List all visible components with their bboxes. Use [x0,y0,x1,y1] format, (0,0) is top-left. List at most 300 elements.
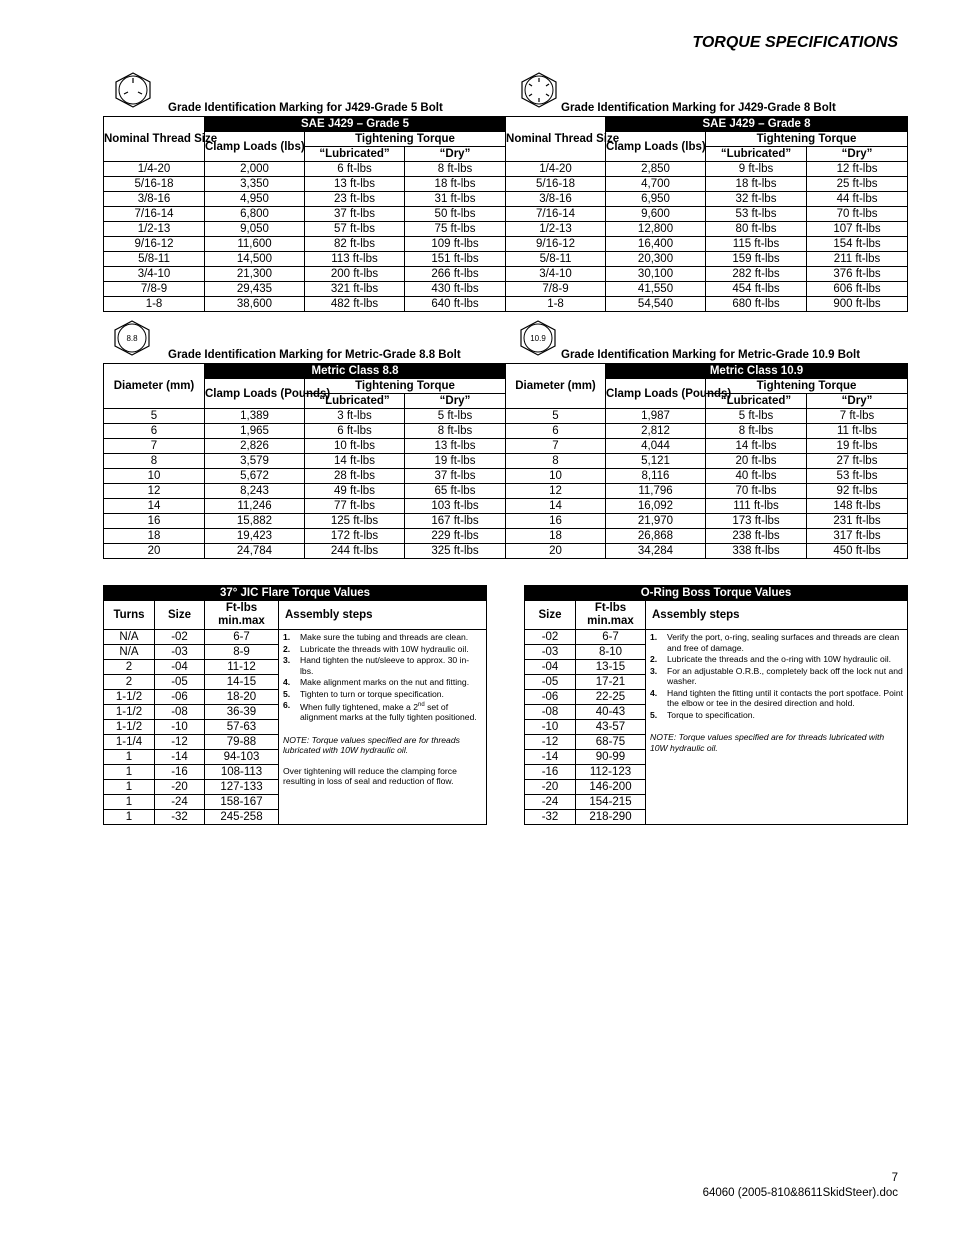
table-cell: 53 ft-lbs [807,469,908,484]
step-number: 2. [650,654,658,664]
table-cell: 5,672 [205,469,305,484]
table-cell: 6-7 [205,630,279,645]
step-text-superscript: nd [418,702,425,708]
table-cell: 14 [506,499,606,514]
table-cell: 125 ft-lbs [305,514,405,529]
table-cell: -20 [155,780,205,795]
table-cell: 3/4-10 [104,267,205,282]
table-cell: 158-167 [205,795,279,810]
table-cell: 8 ft-lbs [405,424,506,439]
step-text: Lubricate the threads and the o-ring with 10W hydraulic oil. [667,654,892,664]
table-cell: 18 [104,529,205,544]
table-cell: 112-123 [576,765,646,780]
table-cell: 231 ft-lbs [807,514,908,529]
step-number: 4. [283,677,291,687]
jic-header: 37° JIC Flare Torque Values [104,586,487,601]
table-cell: 77 ft-lbs [305,499,405,514]
table-row [104,297,908,312]
oring-boss-torque-table [524,585,908,825]
table-cell: 2,000 [205,162,305,177]
table-cell: 1-1/4 [104,735,155,750]
table-cell: 32 ft-lbs [706,192,807,207]
grade8-col-dry: “Dry” [807,147,908,162]
table-cell: 7 ft-lbs [807,409,908,424]
table-cell: 24,784 [205,544,305,559]
table-cell: 50 ft-lbs [405,207,506,222]
table-row [104,514,908,529]
table-cell: 7 [104,439,205,454]
table-cell: 14 ft-lbs [706,439,807,454]
table-row [104,439,908,454]
table-cell: 1-8 [506,297,606,312]
table-cell: 14 ft-lbs [305,454,405,469]
table-cell: 5 [104,409,205,424]
table-cell: 282 ft-lbs [706,267,807,282]
table-cell: 8 [506,454,606,469]
step-item [650,632,903,653]
table-cell: -06 [525,690,576,705]
step-item [283,655,482,676]
step-text: Torque to specification. [667,709,755,720]
table-cell: 13-15 [576,660,646,675]
step-number: 6. [283,700,291,710]
table-cell: 9,050 [205,222,305,237]
table-cell: 113 ft-lbs [305,252,405,267]
step-number: 2. [283,643,291,654]
table-cell: 159 ft-lbs [706,252,807,267]
orb-col-size: Size [525,601,576,630]
metric-table-body [104,409,908,559]
step-number: 1. [283,632,291,642]
table-cell: 321 ft-lbs [305,282,405,297]
table-cell: 11,796 [606,484,706,499]
table-cell: 8-9 [205,645,279,660]
table-cell: 44 ft-lbs [807,192,908,207]
metric-torque-table [103,363,908,559]
table-cell: 12 ft-lbs [807,162,908,177]
table-cell: 680 ft-lbs [706,297,807,312]
jic-note: NOTE: Torque values specified are for threads lubricated with 10W hydraulic oil. [283,734,460,756]
table-row [104,252,908,267]
table-cell: 151 ft-lbs [405,252,506,267]
table-cell: 218-290 [576,810,646,825]
table-cell: -16 [525,765,576,780]
table-cell: 29,435 [205,282,305,297]
grade5-bolt-marking-icon [114,72,152,108]
step-item [650,710,903,721]
step-item [650,688,903,709]
metric88-header: Metric Class 8.8 [205,364,506,379]
table-cell: 13 ft-lbs [405,439,506,454]
table-cell: 109 ft-lbs [405,237,506,252]
table-row [104,454,908,469]
table-row [104,162,908,177]
table-cell: 70 ft-lbs [807,207,908,222]
step-text: Tighten to turn or torque specification. [300,688,444,699]
step-text: Lubricate the threads with 10W hydraulic oil. [300,643,469,654]
table-row [104,424,908,439]
table-cell: 1-1/2 [104,690,155,705]
table-cell: 1-8 [104,297,205,312]
step-text: For an adjustable O.R.B., completely back off the lock nut and washer. [667,665,903,686]
metric88-bolt-marking-icon [113,320,151,356]
metric109-header: Metric Class 10.9 [606,364,908,379]
table-cell: 37 ft-lbs [305,207,405,222]
table-cell: 1 [104,750,155,765]
step-item [650,654,903,665]
table-cell: 10 [104,469,205,484]
table-cell: 1-1/2 [104,720,155,735]
table-cell: 15,882 [205,514,305,529]
table-cell: 1 [104,765,155,780]
table-cell: 7 [506,439,606,454]
step-number: 4. [650,687,658,698]
table-cell: -04 [155,660,205,675]
table-cell: 5 ft-lbs [405,409,506,424]
grade5-col-nominal: Nominal Thread Size [104,117,205,162]
table-cell: 8 ft-lbs [706,424,807,439]
table-cell: 9 ft-lbs [706,162,807,177]
step-text: set of alignment marks at the fully tighten positioned. [300,701,477,723]
table-cell: 28 ft-lbs [305,469,405,484]
table-cell: 5,121 [606,454,706,469]
table-cell: 11,246 [205,499,305,514]
grade8-col-torque: Tightening Torque [706,132,908,147]
table-cell: 640 ft-lbs [405,297,506,312]
table-cell: 16 [104,514,205,529]
table-cell: 80 ft-lbs [706,222,807,237]
table-cell: -10 [155,720,205,735]
table-cell: 8 ft-lbs [405,162,506,177]
table-row [104,544,908,559]
table-cell: 1,965 [205,424,305,439]
table-cell: 11-12 [205,660,279,675]
jic-col-turns: Turns [104,601,155,630]
jic-col-ftlbs: Ft-lbs min.max [205,601,279,630]
table-cell: 172 ft-lbs [305,529,405,544]
grade5-col-clamp: Clamp Loads (lbs) [205,132,305,162]
table-cell: 20 ft-lbs [706,454,807,469]
table-cell: 376 ft-lbs [807,267,908,282]
table-row [525,630,908,645]
table-cell: 43-57 [576,720,646,735]
table-cell: 12,800 [606,222,706,237]
table-cell: 454 ft-lbs [706,282,807,297]
table-cell: 211 ft-lbs [807,252,908,267]
table-cell: 6,950 [606,192,706,207]
table-cell: 18 ft-lbs [706,177,807,192]
table-cell: 108-113 [205,765,279,780]
metric109-col-lubricated: “Lubricated” [706,394,807,409]
step-text: When fully tightened, make a 2 [300,701,418,712]
step-text: Make sure the tubing and threads are clean. [300,632,469,642]
step-number: 3. [283,655,291,665]
metric109-marking-text: 10.9 [530,334,546,343]
table-cell: 5/16-18 [104,177,205,192]
jic-flare-torque-table [103,585,487,825]
table-cell: 200 ft-lbs [305,267,405,282]
step-item [283,677,482,688]
table-row [104,630,487,645]
table-cell: 606 ft-lbs [807,282,908,297]
table-cell: N/A [104,645,155,660]
table-cell: -12 [155,735,205,750]
grade8-col-nominal: Nominal Thread Size [506,117,606,162]
table-cell: 266 ft-lbs [405,267,506,282]
table-cell: -02 [155,630,205,645]
grade5-col-dry: “Dry” [405,147,506,162]
table-cell: 7/8-9 [506,282,606,297]
metric88-col-clamp: Clamp Loads (Pounds) [205,379,305,409]
document-name: 64060 (2005-810&8611SkidSteer).doc [702,1187,898,1199]
table-cell: 92 ft-lbs [807,484,908,499]
table-cell: 154-215 [576,795,646,810]
jic-col-size: Size [155,601,205,630]
table-cell: 1/4-20 [104,162,205,177]
table-cell: 7/16-14 [104,207,205,222]
table-cell: -16 [155,765,205,780]
table-cell: -02 [525,630,576,645]
table-cell: 430 ft-lbs [405,282,506,297]
table-cell: 4,950 [205,192,305,207]
table-cell: 94-103 [205,750,279,765]
grade8-bolt-marking-icon [520,72,558,108]
table-cell: 3,350 [205,177,305,192]
table-cell: 14-15 [205,675,279,690]
grade8-col-lubricated: “Lubricated” [706,147,807,162]
table-cell: 70 ft-lbs [706,484,807,499]
grade5-caption: Grade Identification Marking for J429-Grade 5 Bolt [168,102,443,114]
table-cell: 16,400 [606,237,706,252]
table-cell: 16,092 [606,499,706,514]
table-cell: 2,812 [606,424,706,439]
grade5-header: SAE J429 – Grade 5 [205,117,506,132]
table-cell: 27 ft-lbs [807,454,908,469]
step-item [283,644,482,655]
table-cell: 4,700 [606,177,706,192]
table-cell: 3/8-16 [104,192,205,207]
table-cell: 1,987 [606,409,706,424]
table-cell: -06 [155,690,205,705]
orb-col-steps: Assembly steps [646,601,908,630]
table-cell: 20 [506,544,606,559]
grade8-caption: Grade Identification Marking for J429-Grade 8 Bolt [561,102,836,114]
orb-header: O-Ring Boss Torque Values [525,586,908,601]
table-row [104,409,908,424]
table-cell: 2 [104,660,155,675]
table-cell: -08 [525,705,576,720]
table-cell: 1/2-13 [104,222,205,237]
table-cell: 325 ft-lbs [405,544,506,559]
table-cell: 57-63 [205,720,279,735]
orb-col-ftlbs: Ft-lbs min.max [576,601,646,630]
table-cell: 38,600 [205,297,305,312]
table-cell: 244 ft-lbs [305,544,405,559]
table-cell: 22-25 [576,690,646,705]
table-cell: 19,423 [205,529,305,544]
table-cell: 9/16-12 [104,237,205,252]
table-cell: 40 ft-lbs [706,469,807,484]
table-cell: 1,389 [205,409,305,424]
table-row [104,192,908,207]
table-cell: 16 [506,514,606,529]
table-cell: 17-21 [576,675,646,690]
table-cell: 13 ft-lbs [305,177,405,192]
table-cell: 115 ft-lbs [706,237,807,252]
grade5-col-lubricated: “Lubricated” [305,147,405,162]
step-item [650,666,903,687]
table-cell: 36-39 [205,705,279,720]
table-row [104,469,908,484]
jic-col-steps: Assembly steps [279,601,487,630]
table-cell: 20 [104,544,205,559]
table-cell: 11,600 [205,237,305,252]
table-cell: 6 [104,424,205,439]
table-cell: -24 [525,795,576,810]
table-cell: 317 ft-lbs [807,529,908,544]
jic-assembly-steps [279,630,487,825]
table-cell: -14 [155,750,205,765]
jic-note-overtightening: Over tightening will reduce the clamping force resulting in loss of seal and reduction of flow. [283,765,457,787]
table-cell: 5/8-11 [506,252,606,267]
orb-table-body [525,630,908,825]
metric109-col-dry: “Dry” [807,394,908,409]
table-cell: 167 ft-lbs [405,514,506,529]
table-cell: 5/16-18 [506,177,606,192]
sae-grade-torque-table [103,116,908,312]
table-cell: 2,826 [205,439,305,454]
table-cell: -05 [525,675,576,690]
table-cell: 6 ft-lbs [305,424,405,439]
table-cell: 9,600 [606,207,706,222]
step-item [283,689,482,700]
table-cell: 31 ft-lbs [405,192,506,207]
table-cell: 9/16-12 [506,237,606,252]
metric109-bolt-marking-icon [519,320,557,356]
metric88-col-dry: “Dry” [405,394,506,409]
table-cell: -14 [525,750,576,765]
table-cell: -04 [525,660,576,675]
table-cell: 41,550 [606,282,706,297]
table-cell: 245-258 [205,810,279,825]
table-cell: 14,500 [205,252,305,267]
table-cell: 107 ft-lbs [807,222,908,237]
table-cell: 21,970 [606,514,706,529]
table-cell: 49 ft-lbs [305,484,405,499]
table-cell: -12 [525,735,576,750]
table-cell: 18 [506,529,606,544]
table-cell: 8-10 [576,645,646,660]
table-cell: -05 [155,675,205,690]
step-text: Make alignment marks on the nut and fitting. [300,677,470,687]
step-text: Hand tighten the nut/sleeve to approx. 30 in-lbs. [300,655,470,676]
metric109-col-torque: Tightening Torque [706,379,908,394]
step-text: Verify the port, o-ring, sealing surfaces and threads are clean and free of damage. [667,632,900,653]
table-cell: 6-7 [576,630,646,645]
metric109-col-diameter: Diameter (mm) [506,364,606,409]
table-cell: 3 ft-lbs [305,409,405,424]
table-cell: 90-99 [576,750,646,765]
metric109-caption: Grade Identification Marking for Metric-Grade 10.9 Bolt [561,349,861,361]
table-cell: 2 [104,675,155,690]
table-cell: 103 ft-lbs [405,499,506,514]
table-cell: -20 [525,780,576,795]
table-cell: 57 ft-lbs [305,222,405,237]
table-cell: 19 ft-lbs [405,454,506,469]
step-number: 5. [650,709,658,720]
grade8-col-clamp: Clamp Loads (lbs) [606,132,706,162]
table-cell: 900 ft-lbs [807,297,908,312]
page-number: 7 [891,1172,898,1184]
table-cell: 18-20 [205,690,279,705]
table-cell: 3,579 [205,454,305,469]
table-cell: 229 ft-lbs [405,529,506,544]
table-cell: 53 ft-lbs [706,207,807,222]
table-cell: 65 ft-lbs [405,484,506,499]
sae-table-body [104,162,908,312]
metric88-caption: Grade Identification Marking for Metric-Grade 8.8 Bolt [168,349,461,361]
table-cell: 5 [506,409,606,424]
table-cell: 1/2-13 [506,222,606,237]
table-cell: -08 [155,705,205,720]
table-cell: 8,243 [205,484,305,499]
metric109-col-clamp: Clamp Loads (Pounds) [606,379,706,409]
table-cell: 1-1/2 [104,705,155,720]
table-cell: -03 [525,645,576,660]
grade5-col-torque: Tightening Torque [305,132,506,147]
table-cell: 34,284 [606,544,706,559]
table-cell: 18 ft-lbs [405,177,506,192]
table-cell: -10 [525,720,576,735]
table-cell: 3/8-16 [506,192,606,207]
step-number: 3. [650,665,658,676]
table-cell: 4,044 [606,439,706,454]
orb-note: NOTE: Torque values specified are for threads lubricated with 10W hydraulic oil. [650,732,885,753]
table-cell: -24 [155,795,205,810]
table-cell: 19 ft-lbs [807,439,908,454]
step-text: Hand tighten the fitting until it contacts the port spotface. Point the elbow or tee in the desired direction and hold. [667,687,903,708]
table-cell: 6 [506,424,606,439]
table-cell: 154 ft-lbs [807,237,908,252]
jic-table-body [104,630,487,825]
table-cell: 3/4-10 [506,267,606,282]
table-cell: N/A [104,630,155,645]
table-cell: 1/4-20 [506,162,606,177]
metric88-col-diameter: Diameter (mm) [104,364,205,409]
table-cell: 2,850 [606,162,706,177]
table-row [104,267,908,282]
jic-step-list [283,632,482,723]
table-cell: 148 ft-lbs [807,499,908,514]
step-number: 1. [650,632,658,642]
table-row [104,207,908,222]
table-row [104,282,908,297]
table-cell: 20,300 [606,252,706,267]
table-cell: 173 ft-lbs [706,514,807,529]
table-cell: -32 [525,810,576,825]
table-cell: 12 [104,484,205,499]
table-cell: 12 [506,484,606,499]
orb-assembly-steps [646,630,908,825]
table-cell: 30,100 [606,267,706,282]
table-cell: 8,116 [606,469,706,484]
table-cell: 10 ft-lbs [305,439,405,454]
table-cell: 10 [506,469,606,484]
table-cell: 40-43 [576,705,646,720]
table-cell: 1 [104,795,155,810]
table-cell: 21,300 [205,267,305,282]
step-item [283,700,482,723]
